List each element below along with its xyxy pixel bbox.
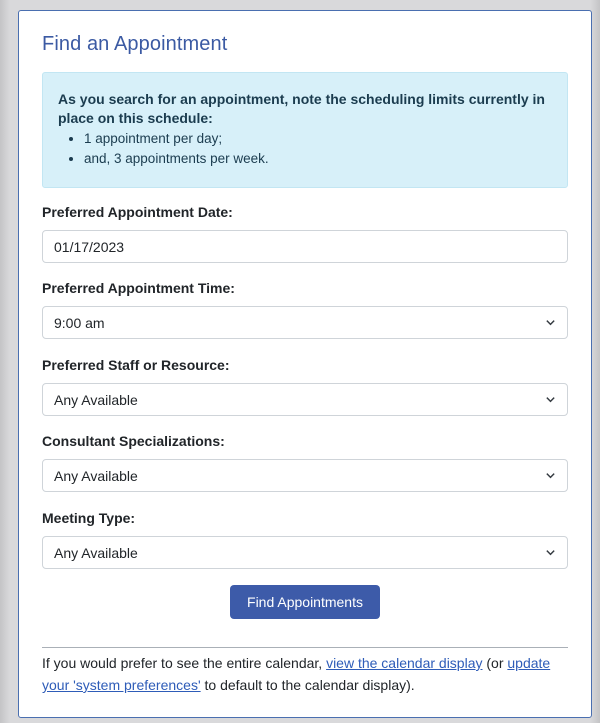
- specialization-value: Any Available: [54, 467, 138, 484]
- footer-text-middle: (or: [482, 655, 508, 671]
- specialization-label: Consultant Specializations:: [42, 433, 225, 449]
- staff-value: Any Available: [54, 391, 138, 408]
- chevron-down-icon: [545, 470, 556, 481]
- time-value: 9:00 am: [54, 314, 105, 331]
- meeting-type-value: Any Available: [54, 544, 138, 561]
- notice-item-per-week: • and, 3 appointments per week.: [84, 149, 552, 169]
- staff-select[interactable]: [42, 383, 568, 416]
- chevron-down-icon: [545, 547, 556, 558]
- staff-label: Preferred Staff or Resource:: [42, 357, 230, 373]
- meeting-type-select[interactable]: [42, 536, 568, 569]
- specialization-select[interactable]: [42, 459, 568, 492]
- notice-heading: As you search for an appointment, note the scheduling limits currently in place on this schedule:: [58, 91, 545, 126]
- scheduling-limits-notice: [42, 72, 568, 188]
- divider: [42, 647, 568, 648]
- date-value: 01/17/2023: [54, 238, 125, 255]
- time-label: Preferred Appointment Time:: [42, 280, 235, 296]
- date-label: Preferred Appointment Date:: [42, 204, 233, 220]
- chevron-down-icon: [545, 394, 556, 405]
- page-title: Find an Appointment: [42, 33, 228, 55]
- chevron-down-icon: [545, 317, 556, 328]
- find-appointments-button[interactable]: Find Appointments: [230, 585, 380, 619]
- notice-item-per-day: • 1 appointment per day;: [84, 129, 552, 149]
- system-preferences-link[interactable]: update your 'system preferences': [42, 655, 551, 693]
- notice-list: [58, 129, 552, 169]
- footer-text-before: If you would prefer to see the entire calendar,: [42, 655, 327, 671]
- view-calendar-link[interactable]: view the calendar display: [326, 655, 483, 671]
- footer-text: [42, 652, 572, 696]
- footer-text-after: to default to the calendar display).: [200, 677, 415, 693]
- time-select[interactable]: [42, 306, 568, 339]
- date-input[interactable]: [42, 230, 568, 263]
- appointment-card: [18, 10, 592, 718]
- meeting-type-label: Meeting Type:: [42, 510, 136, 526]
